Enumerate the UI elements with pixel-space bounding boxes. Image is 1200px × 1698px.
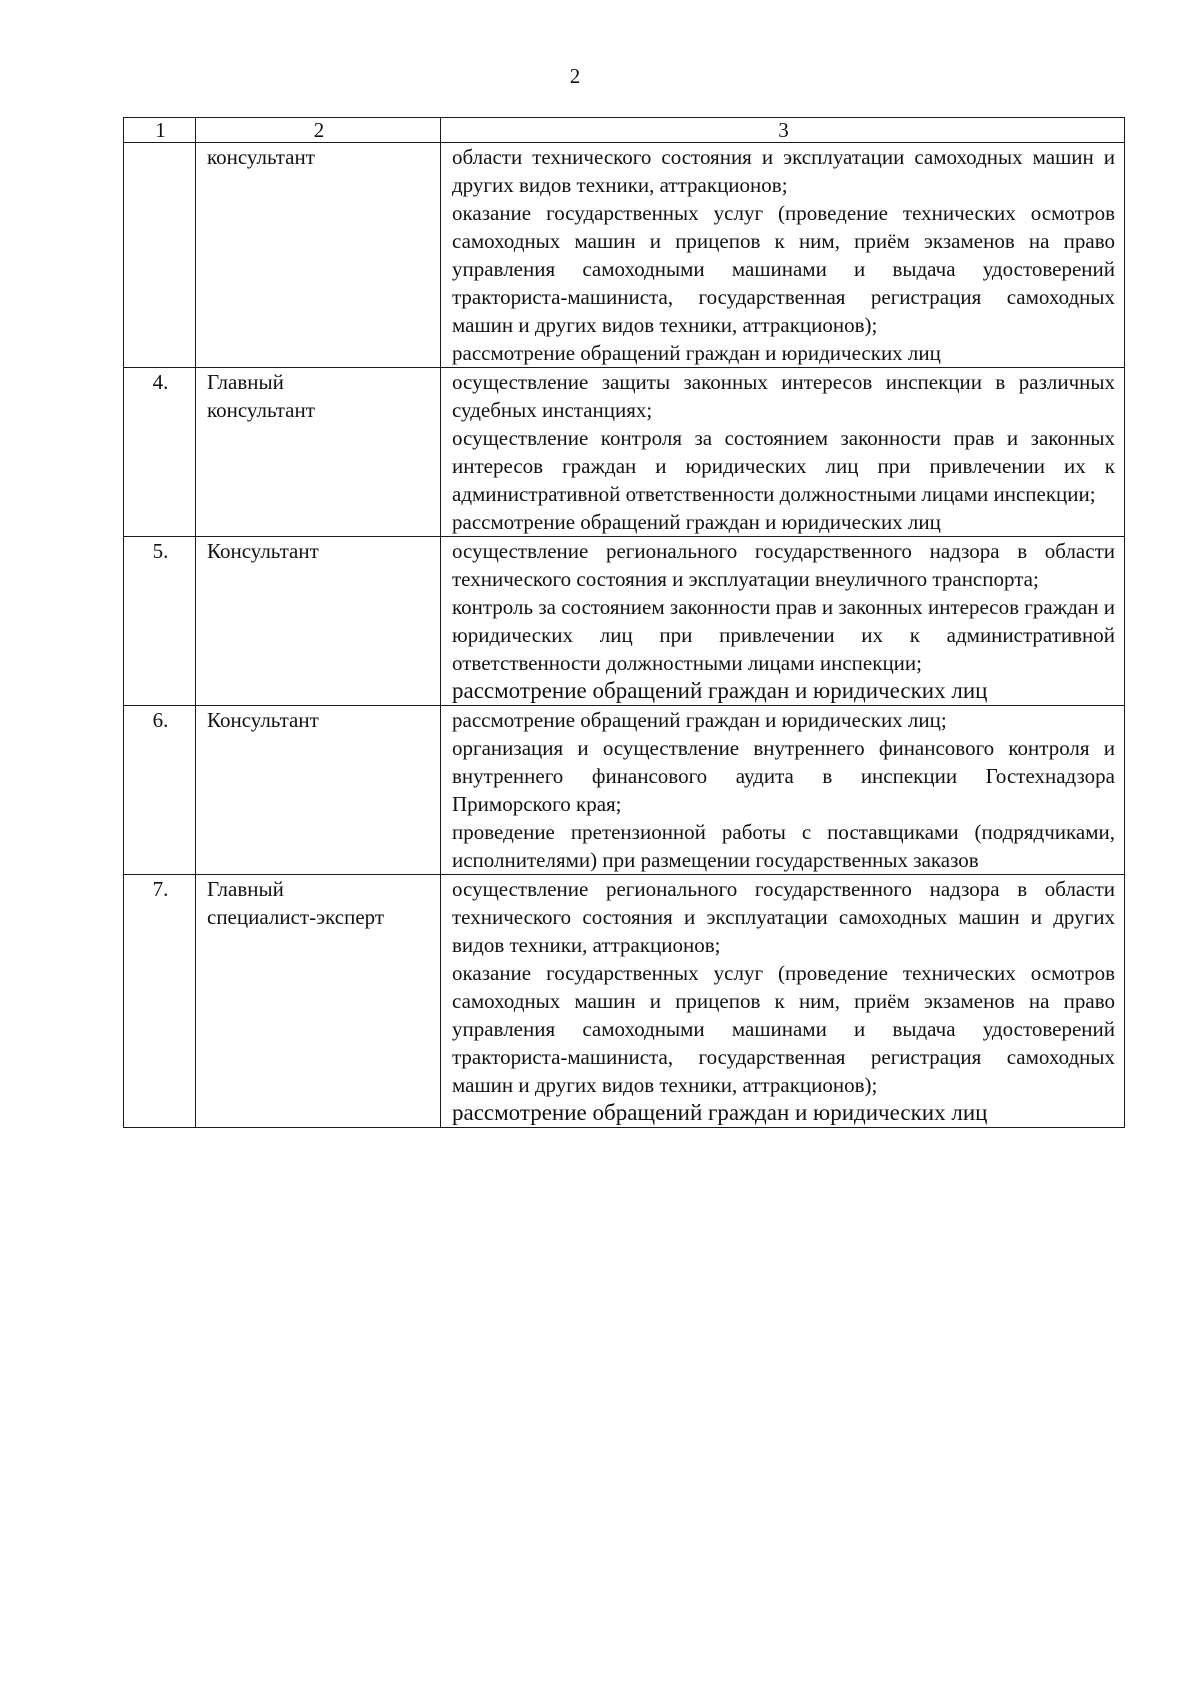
table-row — [124, 368, 1125, 537]
table-body — [124, 118, 1125, 1128]
header-cell-3: 3 — [441, 118, 1125, 143]
position-title-line: консультант — [207, 398, 315, 422]
header-row — [124, 118, 1125, 143]
duty-item: оказание государственных услуг (проведение технических осмотров самоходных машин и прицепов к ним, приём экзаменов на право управления самоходными машинами и выдача удостоверений тракториста-машиниста, государственная регистрация самоходных машин и других видов техники, аттракционов); — [452, 961, 1115, 1097]
row-number: 6. — [124, 706, 196, 875]
duties-cell — [441, 706, 1125, 875]
duties-cell — [441, 537, 1125, 706]
header-cell-2: 2 — [196, 118, 441, 143]
duties-cell — [441, 875, 1125, 1128]
duties-cell — [441, 368, 1125, 537]
duty-item: оказание государственных услуг (проведение технических осмотров самоходных машин и прицепов к ним, приём экзаменов на право управления самоходными машинами и выдача удостоверений тракториста-машиниста, государственная регистрация самоходных машин и других видов техники, аттракционов); — [452, 201, 1115, 337]
table-row — [124, 875, 1125, 1128]
duty-item: рассмотрение обращений граждан и юридических лиц — [452, 341, 941, 365]
duty-item: осуществление регионального государственного надзора в области технического состояния и эксплуатации внеуличного транспорта; — [452, 539, 1115, 591]
position-title — [196, 537, 441, 706]
position-title-line: Консультант — [207, 708, 319, 732]
row-number — [124, 143, 196, 368]
table-row — [124, 706, 1125, 875]
position-title — [196, 143, 441, 368]
position-title-line: Главный — [207, 877, 284, 901]
position-title — [196, 368, 441, 537]
duty-item: осуществление контроля за состоянием законности прав и законных интересов граждан и юридических лиц при привлечении их к административной ответственности должностными лицами инспекции; — [452, 426, 1115, 506]
positions-table — [123, 117, 1125, 1128]
position-title-line: Консультант — [207, 539, 319, 563]
duty-item: рассмотрение обращений граждан и юридических лиц — [452, 678, 988, 703]
table-row — [124, 537, 1125, 706]
duty-item: осуществление защиты законных интересов инспекции в различных судебных инстанциях; — [452, 370, 1115, 422]
position-title — [196, 875, 441, 1128]
duty-item: проведение претензионной работы с поставщиками (подрядчиками, исполнителями) при размещении государственных заказов — [452, 820, 1115, 872]
duty-item: контроль за состоянием законности прав и законных интересов граждан и юридических лиц при привлечении их к административной ответственности должностными лицами инспекции; — [452, 595, 1115, 675]
table-row — [124, 143, 1125, 368]
position-title-line: Главный — [207, 370, 284, 394]
row-number: 5. — [124, 537, 196, 706]
page-number: 2 — [569, 64, 581, 88]
duty-item: организация и осуществление внутреннего финансового контроля и внутреннего финансового аудита в инспекции Гостехнадзора Приморского края; — [452, 736, 1115, 816]
duty-item: рассмотрение обращений граждан и юридических лиц; — [452, 708, 947, 732]
position-title — [196, 706, 441, 875]
position-title-line: специалист-эксперт — [207, 905, 385, 929]
header-cell-1: 1 — [124, 118, 196, 143]
duty-item: рассмотрение обращений граждан и юридических лиц — [452, 1100, 988, 1125]
duty-item: осуществление регионального государственного надзора в области технического состояния и эксплуатации самоходных машин и других видов техники, аттракционов; — [452, 877, 1115, 957]
position-title-line: консультант — [207, 145, 315, 169]
row-number: 4. — [124, 368, 196, 537]
duties-cell — [441, 143, 1125, 368]
duty-item: области технического состояния и эксплуатации самоходных машин и других видов техники, аттракционов; — [452, 145, 1115, 197]
duty-item: рассмотрение обращений граждан и юридических лиц — [452, 510, 941, 534]
row-number: 7. — [124, 875, 196, 1128]
